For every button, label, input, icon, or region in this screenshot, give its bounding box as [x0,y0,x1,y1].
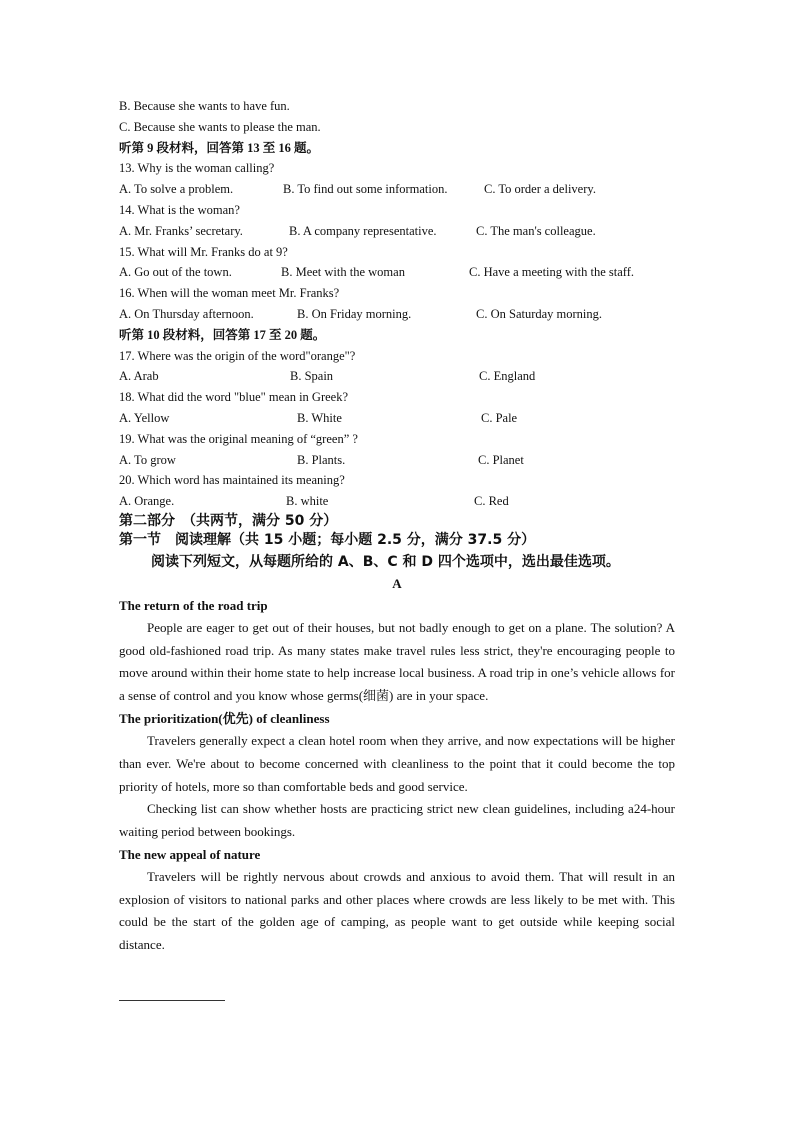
option-b: B. white [286,494,329,509]
question-18 [119,387,675,429]
question-text: 13. Why is the woman calling? [119,161,275,176]
question-15 [119,242,675,284]
option-line-b: B. Because she wants to have fun. [119,99,290,113]
option-c: C. Red [474,494,509,509]
options-row [119,491,675,512]
option-c: C. Pale [481,410,518,425]
option-a: A. Go out of the town. [119,265,232,280]
option-line-c: C. Because she wants to please the man. [119,119,321,134]
option-a: A. To grow [119,452,176,467]
question-text: 20. Which word has maintained its meaning? [119,473,345,488]
question-text: 15. What will Mr. Franks do at 9? [119,244,288,259]
passage-paragraph: Checking list can show whether hosts are practicing strict new clean guidelines, including a24-hour waiting period between bookings. [119,801,675,839]
passage-heading-nature: The new appeal of nature [119,847,261,863]
passage-paragraph: Travelers will be rightly nervous about crowds and anxious to avoid them. That will result in an explosion of visitors to national parks and other places where crowds are less likely to be met with. This could be the start of the golden age of camping, as people want to get outside while keeping social distance. [119,869,675,953]
option-b: B. White [297,410,342,425]
section-10-heading: 听第 10 段材料，回答第 17 至 20 题。 [119,327,326,342]
question-text: 14. What is the woman? [119,202,240,217]
question-17 [119,346,675,388]
question-14 [119,200,675,242]
option-b: B. On Friday morning. [297,306,412,321]
option-a: A. Orange. [119,494,175,509]
reading-instruction: 阅读下列短文，从每题所给的 A、B、C 和 D 四个选项中，选出最佳选项。 [151,553,620,570]
options-row [119,221,675,242]
option-a: A. Mr. Franks’ secretary. [119,223,243,238]
section-9-heading: 听第 9 段材料，回答第 13 至 16 题。 [119,140,320,155]
option-b: B. A company representative. [289,223,437,238]
options-row [119,408,675,429]
passage-heading-cleanliness: The prioritization(优先) of cleanliness [119,711,330,727]
passage-heading-road-trip: The return of the road trip [119,597,268,613]
passage-paragraph: Travelers generally expect a clean hotel room when they arrive, and now expectations will be higher than ever. We're about to become concerned with cleanliness to the point that it could become the top priority of hotels, more so than comfortable beds and good service. [119,733,675,794]
option-a: A. Yellow [119,410,170,425]
option-a: A. Arab [119,369,159,384]
options-row [119,262,675,283]
section-1-title: 第一节 阅读理解（共 15 小题；每小题 2.5 分，满分 37.5 分） [119,531,536,548]
option-c: C. Have a meeting with the staff. [469,265,635,280]
option-c: C. To order a delivery. [484,182,596,197]
options-row [119,366,675,387]
footnote-divider [119,1000,225,1001]
option-c: C. The man's colleague. [476,223,596,238]
option-c: C. On Saturday morning. [476,306,603,321]
options-row [119,179,675,200]
option-b: B. Spain [290,369,334,384]
option-b: B. Plants. [297,452,346,467]
passage-label: A [392,575,402,591]
options-row [119,450,675,471]
part-2-title: 第二部分 （共两节，满分 50 分） [119,512,338,529]
option-c: C. England [479,369,536,384]
question-text: 16. When will the woman meet Mr. Franks? [119,286,340,301]
question-19 [119,429,675,471]
exam-page [119,96,675,957]
option-b: B. To find out some information. [283,182,448,197]
question-text: 19. What was the original meaning of “green” ? [119,431,358,446]
option-b: B. Meet with the woman [281,265,405,280]
option-a: A. On Thursday afternoon. [119,306,254,321]
passage-paragraph: People are eager to get out of their houses, but not badly enough to get on a plane. The solution? A good old-fashioned road trip. As many states make travel rules less strict, they're encouraging people to move around within their home state to help increase local business. A road trip in one’s vehicle allows for a sense of control and you know whose germs(细菌) are in your space. [119,619,675,703]
question-20 [119,470,675,512]
question-13 [119,158,675,200]
question-text: 17. Where was the origin of the word"orange"? [119,348,356,363]
option-a: A. To solve a problem. [119,182,234,197]
options-row [119,304,675,325]
option-c: C. Planet [478,452,524,467]
question-text: 18. What did the word "blue" mean in Greek? [119,390,349,405]
question-16 [119,283,675,325]
